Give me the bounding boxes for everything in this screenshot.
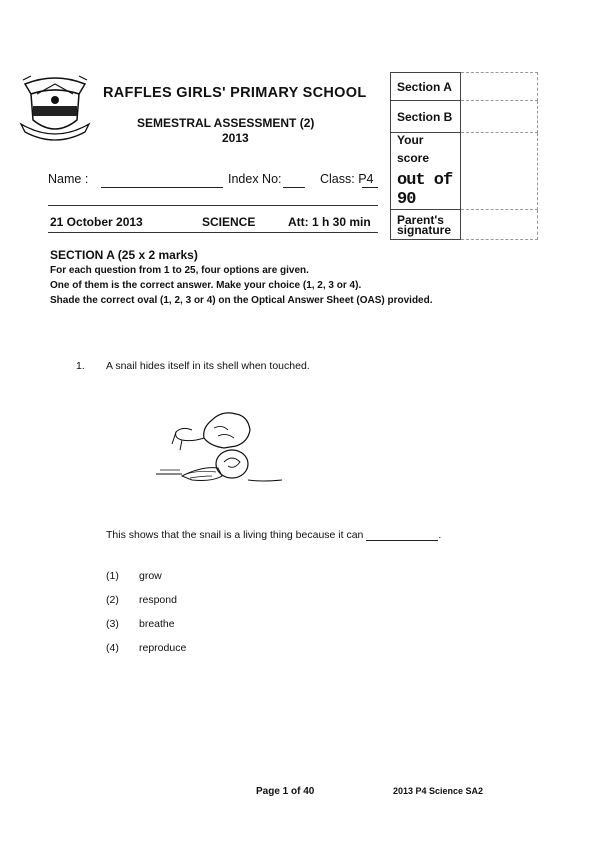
option-number: (2) [106,594,119,606]
name-label: Name : [48,172,89,186]
class-label: Class: P4 [320,172,374,186]
option-text: reproduce [139,642,187,654]
parent-signature-label [391,210,461,240]
question-stem-text: This shows that the snail is a living thing because it can [106,529,364,541]
exam-info-row [50,215,371,229]
total-score-cell [461,133,538,210]
name-field-line[interactable] [101,187,223,188]
name-row [48,172,388,186]
total-score-label [391,133,461,210]
section-b-label: Section B [391,101,461,133]
assessment-year: 2013 [222,131,249,145]
section-title: SECTION A (25 x 2 marks) [50,248,198,262]
parent-label: Parent's [397,212,444,227]
page-number: Page 1 of 40 [256,786,315,797]
section-a-label: Section A [391,73,461,101]
option-number: (1) [106,570,119,582]
score-box [390,72,538,237]
parent-signature-cell [461,210,538,240]
instruction-line: One of them is the correct answer. Make your choice (1, 2, 3 or 4). [50,280,362,291]
question-stem: This shows that the snail is a living thing because it can . [106,529,442,541]
answer-blank [366,530,438,541]
assessment-title: SEMESTRAL ASSESSMENT (2) [137,116,315,130]
option-number: (3) [106,618,119,630]
divider-bottom [48,232,378,233]
snail-hand-illustration [152,408,290,490]
section-b-score-cell [461,101,538,133]
instruction-line: Shade the correct oval (1, 2, 3 or 4) on the Optical Answer Sheet (OAS) provided. [50,295,433,306]
index-field-line[interactable] [283,187,305,188]
option-number: (4) [106,642,119,654]
option-text: breathe [139,618,175,630]
option-text: respond [139,594,177,606]
score-label: score [397,151,430,165]
footer-paper-id: 2013 P4 Science SA2 [393,786,484,796]
your-label: Your [397,133,424,147]
exam-subject: SCIENCE [202,215,256,229]
option-text: grow [139,570,162,582]
exam-duration: Att: 1 h 30 min [288,215,371,229]
index-label: Index No: [228,172,282,186]
instruction-line: For each question from 1 to 25, four options are given. [50,265,309,276]
class-field-line[interactable] [362,187,378,188]
signature-label: signature [397,222,452,237]
school-crest-logo [17,72,93,142]
out-of-total: out of 90 [397,171,453,209]
exam-date: 21 October 2013 [50,215,143,229]
divider-top [48,205,378,206]
school-name: RAFFLES GIRLS' PRIMARY SCHOOL [103,85,367,101]
question-number: 1. [76,360,85,372]
section-a-score-cell [461,73,538,101]
question-text: A snail hides itself in its shell when touched. [106,360,310,372]
